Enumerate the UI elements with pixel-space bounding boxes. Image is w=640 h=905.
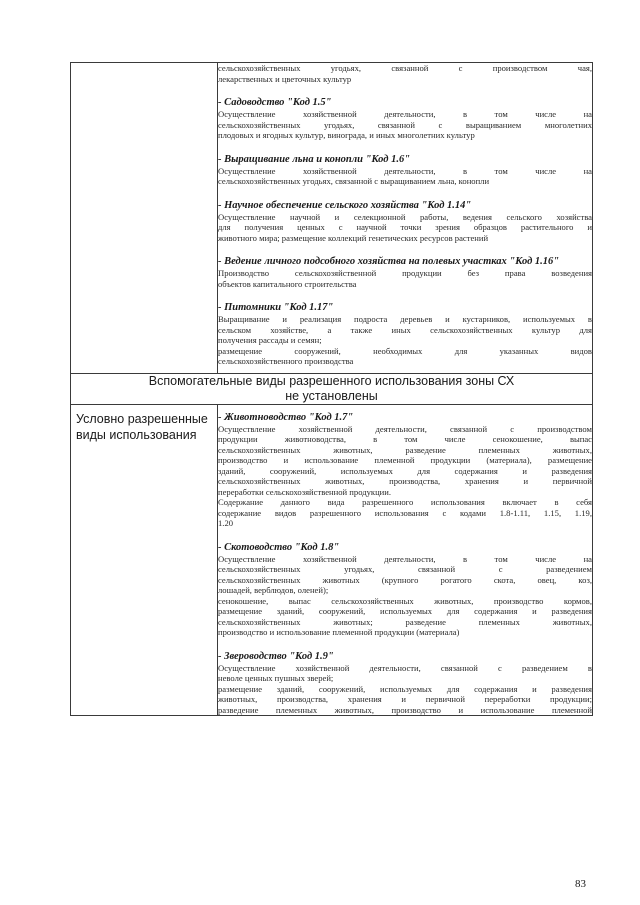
section-subtitle: не установлены [285, 388, 378, 403]
text-line: Осуществление хозяйственной деятельности, связанной с производством [218, 423, 592, 434]
text-line: сельскохозяйственных животных; разведение племенных животных, [218, 616, 592, 627]
text-line: сельскохозяйственных животных (крупного рогатого скота, овец, коз, [218, 574, 592, 585]
text-line: Осуществление хозяйственной деятельности, связанной с разведением в [218, 662, 592, 673]
text-line: сельском хозяйстве, а также иных сельскохозяйственных культур для [218, 324, 592, 335]
text-line: производство и использование племенной продукции (материала) [218, 627, 460, 637]
use-title: - Ведение личного подсобного хозяйства на полевых участках "Код 1.16" [218, 256, 560, 267]
use-title: - Питомники "Код 1.17" [218, 302, 334, 313]
text-line: размещение зданий, сооружений, используемых для содержания и разведения [218, 606, 592, 616]
text-line: лекарственных и цветочных культур [218, 73, 352, 84]
text-line: сельскохозяйственных угодьях, связанной с разведением [218, 564, 592, 574]
text-line: Осуществление хозяйственной деятельности, в том числе на [218, 109, 592, 119]
use-title: - Животноводство "Код 1.7" [218, 411, 354, 423]
use-title: - Садоводство "Код 1.5" [218, 97, 332, 108]
text-line: производство и использование племенной продукции (материала), размещение [218, 455, 592, 465]
text-line: 1.20 [218, 518, 234, 528]
text-line: переработки сельскохозяйственной продукции. [218, 486, 392, 497]
text-line: сельскохозяйственных угодьях, связанной с выращиванием льна, конопли [218, 176, 490, 186]
text-line: размещение зданий, сооружений, используемых для содержания и разведения [218, 683, 592, 694]
text-line: Осуществление хозяйственной деятельности, в том числе на [218, 553, 592, 564]
table-row [71, 404, 593, 716]
zoning-table [70, 62, 593, 716]
auxiliary-uses-header [71, 373, 593, 404]
use-title: - Научное обеспечение сельского хозяйства "Код 1.14" [218, 199, 472, 211]
text-line: зданий, сооружений, используемых для содержания и разведения [218, 465, 592, 476]
conditional-label-cell [71, 404, 218, 716]
text-line: содержание видов разрешенного использования с кодами 1.8-1.11, 1.15, 1.19, [218, 507, 592, 518]
permitted-uses-cell [218, 63, 593, 374]
section-title: Вспомогательные виды разрешенного использования зоны СХ [148, 373, 515, 388]
text-line: сельскохозяйственного производства [218, 356, 354, 366]
text-line: объектов капитального строительства [218, 278, 357, 289]
text-line: животного мира; размещение коллекций генетических ресурсов растений [218, 232, 489, 243]
text-line: для получения ценных с научной точки зрения образцов растительного и [218, 222, 592, 232]
text-line: сенокошение, выпас сельскохозяйственных животных, производство кормов, [218, 595, 592, 606]
table-row [71, 63, 593, 374]
text-line: Выращивание и реализация подроста деревьев и кустарников, используемых в [218, 314, 592, 324]
text-line: разведение племенных животных, производство и использование племенной [218, 704, 592, 715]
text-line: плодовых и ягодных культур, винограда, и иных многолетних культур [218, 130, 475, 140]
text-line: Содержание данного вида разрешенного использования включает в себя [218, 497, 592, 507]
text-line: неволе ценных пушных зверей; [218, 673, 334, 683]
conditional-uses-cell [218, 404, 593, 716]
text-line: получения рассады и семян; [218, 335, 322, 345]
page-number: 83 [575, 878, 586, 890]
use-title: - Выращивание льна и конопли "Код 1.6" [218, 153, 411, 165]
text-line: лошадей, верблюдов, оленей); [218, 585, 329, 595]
text-line: сельскохозяйственных животных, разведение племенных животных, [218, 444, 592, 455]
text-line: сельскохозяйственных угодьях, связанной с производством чая, [218, 63, 592, 73]
text-line: Осуществление научной и селекционной работы, ведения сельского хозяйства [218, 211, 592, 222]
use-title: - Звероводство "Код 1.9" [218, 650, 334, 662]
text-line: Осуществление хозяйственной деятельности, в том числе на [218, 165, 592, 176]
text-line: сельскохозяйственных животных, производства, хранения и первичной [218, 476, 592, 486]
text-line: Производство сельскохозяйственной продукции без права возведения [218, 268, 592, 278]
use-title: - Скотоводство "Код 1.8" [218, 541, 340, 553]
empty-label-cell [71, 63, 218, 374]
text-line: сельскохозяйственных угодьях, связанной с выращиванием многолетних [218, 119, 592, 130]
text-line: размещение сооружений, необходимых для указанных видов [218, 345, 592, 356]
conditional-uses-label: Условно разрешенные виды использования [76, 411, 208, 442]
text-line: животных, производства, хранения и первичной переработки продукции; [218, 694, 592, 704]
table-row [71, 373, 593, 404]
text-line: продукции животноводства, в том числе сенокошение, выпас [218, 434, 592, 444]
